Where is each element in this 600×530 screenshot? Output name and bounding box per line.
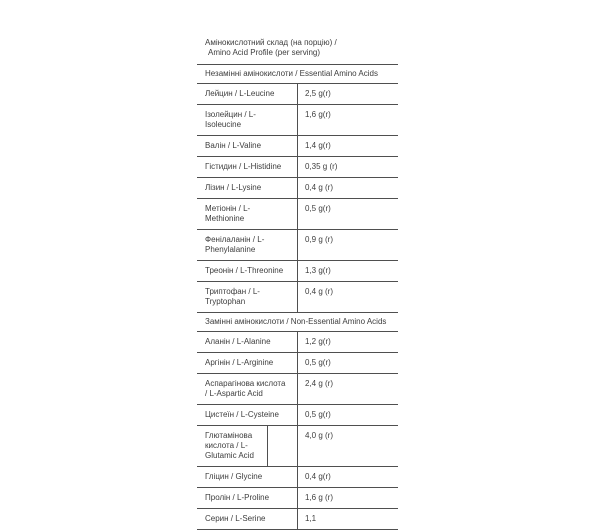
amino-name-cell: Пролін / L-Proline [197,488,298,509]
table-title [197,36,398,64]
amino-row [197,157,398,178]
amino-name-cell: Лізин / L-Lysine [197,178,298,199]
table-title-line2: Amino Acid Profile (per serving) [208,48,321,57]
amino-value-cell: 0,5 g(r) [298,353,399,374]
amino-row [197,353,398,374]
amino-name-cell: Лейцин / L-Leucine [197,84,298,105]
amino-name-cell: Цистеїн / L-Cysteine [197,405,298,426]
amino-value-cell: 0,5 g(r) [298,405,399,426]
amino-value-cell: 1,2 g(r) [298,332,399,353]
amino-value-cell: 1,6 g(r) [298,105,399,136]
amino-name-cell: Валін / L-Valine [197,136,298,157]
amino-table [197,64,398,530]
amino-value-cell: 0,9 g (r) [298,230,399,261]
section-header-cell: Замінні амінокислоти / Non-Essential Amino Acids [197,313,398,332]
amino-row [197,374,398,405]
amino-row [197,136,398,157]
amino-row [197,230,398,261]
amino-value-cell: 0,4 g (r) [298,282,399,313]
amino-name-cell: Серин / L-Serine [197,509,298,530]
amino-value-cell: 4,0 g (r) [298,426,399,467]
amino-name-cell [197,426,298,467]
amino-name-cell: Ізолейцин / L-Isoleucine [197,105,298,136]
amino-value-cell: 2,4 g (r) [298,374,399,405]
amino-value-cell: 0,4 g(r) [298,467,399,488]
amino-name-cell: Треонін / L-Threonine [197,261,298,282]
amino-name-cell: Аланін / L-Alanine [197,332,298,353]
amino-name-text: Глютамінова кислота / L-Glutamic Acid [197,426,268,466]
amino-value-cell: 1,1 [298,509,399,530]
amino-name-cell: Фенілаланін / L-Phenylalanine [197,230,298,261]
amino-name-cell: Аргінін / L-Arginine [197,353,298,374]
amino-acid-profile-table [197,36,398,530]
amino-name-cell: Гліцин / Glycine [197,467,298,488]
amino-name-cell: Триптофан / L-Tryptophan [197,282,298,313]
section-header-cell: Незамінні амінокислоти / Essential Amino Acids [197,65,398,84]
amino-row [197,467,398,488]
amino-row [197,332,398,353]
section-header-row [197,313,398,332]
amino-row [197,405,398,426]
amino-row [197,178,398,199]
table-title-line1: Амінокислотний склад (на порцію) / [205,38,337,47]
amino-value-cell: 1,3 g(r) [298,261,399,282]
amino-table-body [197,65,398,530]
amino-row [197,488,398,509]
split-cell-wrap [197,426,297,466]
amino-value-cell: 1,6 g (r) [298,488,399,509]
amino-row [197,199,398,230]
amino-value-cell: 0,35 g (r) [298,157,399,178]
amino-value-cell: 0,5 g(r) [298,199,399,230]
amino-value-cell: 1,4 g(r) [298,136,399,157]
amino-row [197,84,398,105]
amino-row [197,282,398,313]
section-header-row [197,65,398,84]
amino-row [197,261,398,282]
amino-value-cell: 0,4 g (r) [298,178,399,199]
amino-row [197,426,398,467]
amino-row [197,509,398,530]
amino-name-cell: Гістидин / L-Histidine [197,157,298,178]
amino-row [197,105,398,136]
amino-name-cell: Аспарагінова кислота / L-Aspartic Acid [197,374,298,405]
amino-name-cell: Метіонін / L-Methionine [197,199,298,230]
amino-value-cell: 2,5 g(r) [298,84,399,105]
